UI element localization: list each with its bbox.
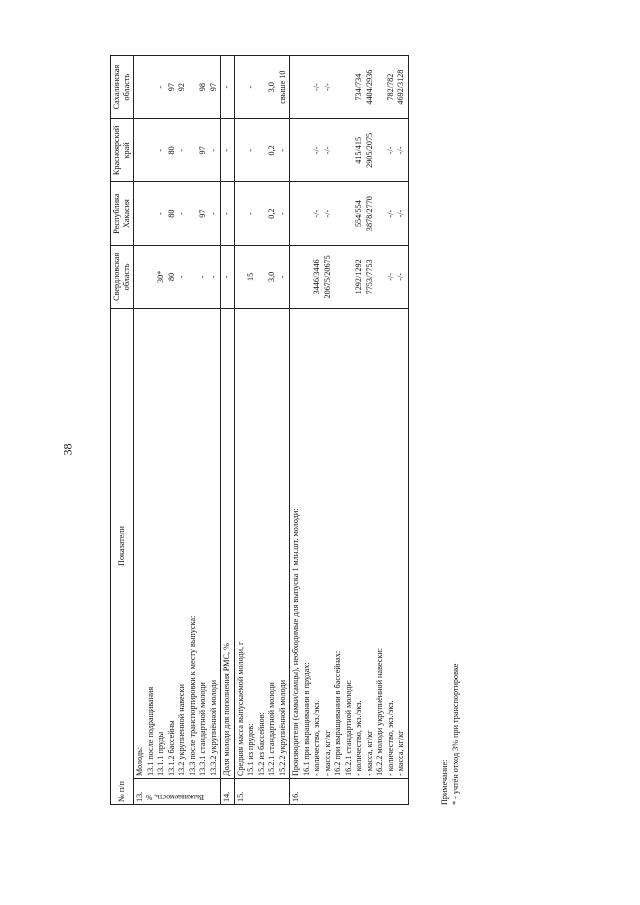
row-13-krasnoyarsk-line: 80 <box>166 146 176 155</box>
note-title: Примечание: <box>440 759 449 805</box>
row-16-sverdlovsk <box>290 245 409 308</box>
row-16-sverdlovsk-line: -/- <box>396 273 405 281</box>
row-15-krasnoyarsk-line: - <box>277 149 287 152</box>
row-16-sakhalin-line: 734/734 <box>354 73 363 101</box>
row-16-indicator-line: - количество, экз./экз. <box>312 700 321 776</box>
row-13-krasnoyarsk-line: - <box>208 149 218 152</box>
row-15-sakhalin-line <box>236 58 247 116</box>
row-13-khakassia-line: - <box>177 212 186 215</box>
row-13-sverdlovsk-line: 30* <box>156 270 165 284</box>
row-16-khakassia-line: -/- <box>385 209 395 218</box>
row-15-khakassia-line: 0,2 <box>267 208 276 219</box>
row-13-krasnoyarsk-line: 97 <box>198 146 207 155</box>
rotated-page-area <box>110 55 470 805</box>
row-16-indicator-line: 16.2.1 стандартной молоди: <box>343 679 353 776</box>
row-15-sverdlovsk-line: 3,0 <box>267 271 276 282</box>
row-13-indicator-line: 13.3.2 укрупнённой молоди <box>208 679 218 776</box>
row-13-indicator-line: 13.3 после транспортировки к месту выпуска: <box>187 615 197 776</box>
row-16-khakassia-line <box>333 185 344 243</box>
row-16-sakhalin-line: -/- <box>312 83 321 91</box>
row-16-krasnoyarsk-line <box>291 121 302 179</box>
note-block <box>440 55 461 805</box>
row-16-sakhalin-line: 4404/2936 <box>364 69 374 105</box>
row-16-khakassia <box>290 182 409 245</box>
row-15-krasnoyarsk-line <box>236 121 247 179</box>
row-13-sverdlovsk-line <box>146 248 157 306</box>
row-16-sverdlovsk-line <box>302 248 313 306</box>
row-15-sverdlovsk-line <box>257 248 268 306</box>
row-13-sverdlovsk-line <box>135 248 146 306</box>
header-row <box>111 56 134 805</box>
row-16-sverdlovsk-line: 3446/3446 <box>312 259 321 295</box>
row-16-krasnoyarsk-line <box>344 121 355 179</box>
row-13-sverdlovsk-line: - <box>198 275 207 279</box>
header-krasnoyarsk: Красноярский край <box>111 119 134 182</box>
row-16-sverdlovsk-line <box>291 248 302 306</box>
row-14-khakassia: - <box>221 182 235 245</box>
row-15-sverdlovsk-line <box>236 248 247 306</box>
row-13-sverdlovsk-line: - <box>177 275 186 279</box>
row-16-khakassia-line <box>291 185 302 243</box>
row-16-khakassia-line: -/- <box>396 209 405 218</box>
row-15-sakhalin-line: 3,0 <box>267 82 276 93</box>
row-16-khakassia-line <box>302 185 313 243</box>
row-16-krasnoyarsk-line: 2905/2075 <box>364 132 374 168</box>
row-16-sakhalin-line <box>333 58 344 116</box>
row-16-sverdlovsk-line <box>344 248 355 306</box>
row-13-indicator-line: 13.1.2 бассейны <box>166 720 176 776</box>
row-16-sverdlovsk-line <box>375 248 386 306</box>
row-14-sakhalin: - <box>221 56 235 119</box>
row-13-khakassia-line <box>135 185 146 243</box>
row-13-num: 13. <box>135 791 144 802</box>
row-13-indicator <box>134 309 221 779</box>
row-16-indicator-line: - масса, кг/кг <box>364 730 374 776</box>
row-13-sakhalin-line: 92 <box>177 83 186 92</box>
row-16-sakhalin-line <box>291 58 302 116</box>
row-13-khakassia-line: - <box>208 212 218 215</box>
row-13-khakassia-line: 97 <box>198 209 207 218</box>
header-sakhalin: Сахалинская область <box>111 56 134 119</box>
row-13-krasnoyarsk-line: - <box>177 149 186 152</box>
header-num: № п/п <box>117 781 126 802</box>
row-13-sakhalin-line: 97 <box>166 83 176 92</box>
row-14-indicator: Доля молоди для пополнения РМС, % <box>221 309 235 779</box>
row-16-krasnoyarsk-line: -/- <box>312 146 321 155</box>
row-16-indicator-line: - масса, кг/кг <box>322 730 332 776</box>
row-16-sakhalin-line: -/- <box>322 83 332 91</box>
row-15-indicator-line: 15.1 из прудов: <box>246 723 255 776</box>
row-13-krasnoyarsk <box>134 119 221 182</box>
row-16-khakassia-line: -/- <box>312 209 321 218</box>
row-16-krasnoyarsk <box>290 119 409 182</box>
row-15-khakassia-line <box>257 185 268 243</box>
fish-breeding-table <box>110 55 409 805</box>
page-number: 38 <box>60 443 75 456</box>
row-16-krasnoyarsk-line: -/- <box>385 146 395 155</box>
row-13-krasnoyarsk-line <box>135 121 146 179</box>
row-13-cell-num <box>134 779 221 805</box>
row-15-khakassia-line <box>236 185 247 243</box>
row-16-krasnoyarsk-line <box>302 121 313 179</box>
row-15-khakassia <box>234 182 290 245</box>
row-13-sakhalin-line: - <box>156 85 165 89</box>
row-16-indicator <box>290 309 409 779</box>
row-15-indicator-line: Средняя масса выпускаемой молоди, г <box>235 641 245 776</box>
row-15-indicator-line: 15.2.2 укрупнённой молоди <box>277 679 287 776</box>
row-15-indicator <box>234 309 290 779</box>
row-15-indicator-line: 15.2 из бассейнов: <box>256 712 266 776</box>
row-13-sakhalin-line: 98 <box>198 83 207 92</box>
row-16-sverdlovsk-line <box>333 248 344 306</box>
row-13-krasnoyarsk-line: - <box>156 149 165 152</box>
row-13-indicator-line: 13.1.1 пруды <box>156 731 165 776</box>
row-13-krasnoyarsk-line <box>188 121 199 179</box>
row-13-khakassia <box>134 182 221 245</box>
row-16-indicator-line: - количество, экз./экз. <box>385 700 395 776</box>
row-16-krasnoyarsk-line <box>375 121 386 179</box>
header-khakassia: Республика Хакасия <box>111 182 134 245</box>
header-indicator: Показатели <box>117 526 126 566</box>
row-16-indicator-line: - количество, экз./экз. <box>354 700 363 776</box>
row-16-sakhalin-line: 4692/3128 <box>396 69 405 105</box>
row-16-sakhalin <box>290 56 409 119</box>
row-13-sakhalin-line <box>146 58 157 116</box>
row-16-khakassia-line: -/- <box>322 209 332 218</box>
row-15-krasnoyarsk-line: 0,2 <box>267 145 276 156</box>
row-15-sverdlovsk <box>234 245 290 308</box>
row-16-khakassia-line: 3878/2770 <box>364 196 374 232</box>
row-15-sakhalin <box>234 56 290 119</box>
row-13-sakhalin-line: 97 <box>208 83 218 92</box>
row-15-indicator-line: 15.2.1 стандартной молоди <box>267 682 276 776</box>
row-15-sakhalin-line <box>257 58 268 116</box>
row-13-indicator-line: 13.2 укрупненной навески <box>177 684 186 776</box>
row-13-sverdlovsk-line: 80 <box>166 272 176 281</box>
row-15-sakhalin-line: свыше 10 <box>277 70 287 104</box>
table-row-13 <box>134 56 221 805</box>
row-13-sakhalin-line <box>188 58 199 116</box>
row-13-khakassia-line <box>146 185 157 243</box>
row-16-sverdlovsk-line: 20675/20675 <box>322 255 332 299</box>
row-13-sverdlovsk <box>134 245 221 308</box>
row-16-sverdlovsk-line: 7753/7753 <box>364 259 374 295</box>
row-16-num: 16. <box>290 779 409 805</box>
row-16-sakhalin-line <box>302 58 313 116</box>
row-16-sakhalin-line <box>375 58 386 116</box>
row-16-sakhalin-line <box>344 58 355 116</box>
row-16-indicator-line: 16.2 при выращивании в бассейнах: <box>333 650 342 776</box>
table-row-16 <box>290 56 409 805</box>
row-16-krasnoyarsk-line: 415/415 <box>354 136 363 164</box>
table-row-15 <box>234 56 290 805</box>
row-13-khakassia-line: 80 <box>166 209 176 218</box>
row-16-krasnoyarsk-line: -/- <box>396 146 405 155</box>
row-16-sverdlovsk-line: -/- <box>385 273 395 281</box>
row-15-krasnoyarsk-line <box>257 121 268 179</box>
row-16-krasnoyarsk-line: -/- <box>322 146 332 155</box>
row-13-sakhalin-line <box>135 58 146 116</box>
row-14-sverdlovsk: - <box>221 245 235 308</box>
row-13-khakassia-line: - <box>156 212 165 215</box>
row-13-indicator-line: 13.3.1 стандартной молоди <box>198 682 207 776</box>
row-16-krasnoyarsk-line <box>333 121 344 179</box>
row-13-sverdlovsk-line: - <box>208 275 218 279</box>
row-16-sakhalin-line: 782/782 <box>385 73 395 101</box>
row-16-khakassia-line <box>375 185 386 243</box>
row-16-indicator-line: Производители (самки/самцы), необходимые для выпуска 1 млн.шт. молоди: <box>291 508 300 776</box>
row-16-khakassia-line: 554/554 <box>354 200 363 228</box>
row-13-indicator-line: 13.1 после подращивания <box>145 686 155 776</box>
note-text: * - учтён отход 3% при транспортировке <box>450 663 460 805</box>
survival-label: Выживаемость, % <box>145 793 204 802</box>
row-16-indicator-line: 16.2.2 молоди укрупнённой навески: <box>375 648 384 776</box>
row-15-khakassia-line: - <box>277 212 287 215</box>
row-13-krasnoyarsk-line <box>146 121 157 179</box>
row-15-khakassia-line: - <box>246 212 255 215</box>
row-15-sakhalin-line: - <box>246 85 255 89</box>
row-13-sakhalin <box>134 56 221 119</box>
row-15-krasnoyarsk <box>234 119 290 182</box>
row-16-khakassia-line <box>344 185 355 243</box>
rotated-sheet <box>110 55 470 805</box>
row-14-num: 14. <box>221 779 235 805</box>
row-16-indicator-line: - масса, кг/кг <box>396 730 405 776</box>
header-num-indicator <box>111 309 134 805</box>
row-13-khakassia-line <box>188 185 199 243</box>
row-16-sverdlovsk-line: 1292/1292 <box>354 259 363 295</box>
row-16-indicator-line: 16.1 при выращивании в прудах: <box>301 662 311 776</box>
header-sverdlovsk: Свердловская область <box>111 245 134 308</box>
row-15-krasnoyarsk-line: - <box>246 149 255 152</box>
table-row-14 <box>221 56 235 805</box>
row-15-sverdlovsk-line: 15 <box>246 272 255 281</box>
row-13-indicator-line: Молодь: <box>135 746 144 776</box>
row-15-sverdlovsk-line: - <box>277 275 287 279</box>
row-14-krasnoyarsk: - <box>221 119 235 182</box>
row-15-num: 15. <box>234 779 290 805</box>
row-13-sverdlovsk-line <box>188 248 199 306</box>
